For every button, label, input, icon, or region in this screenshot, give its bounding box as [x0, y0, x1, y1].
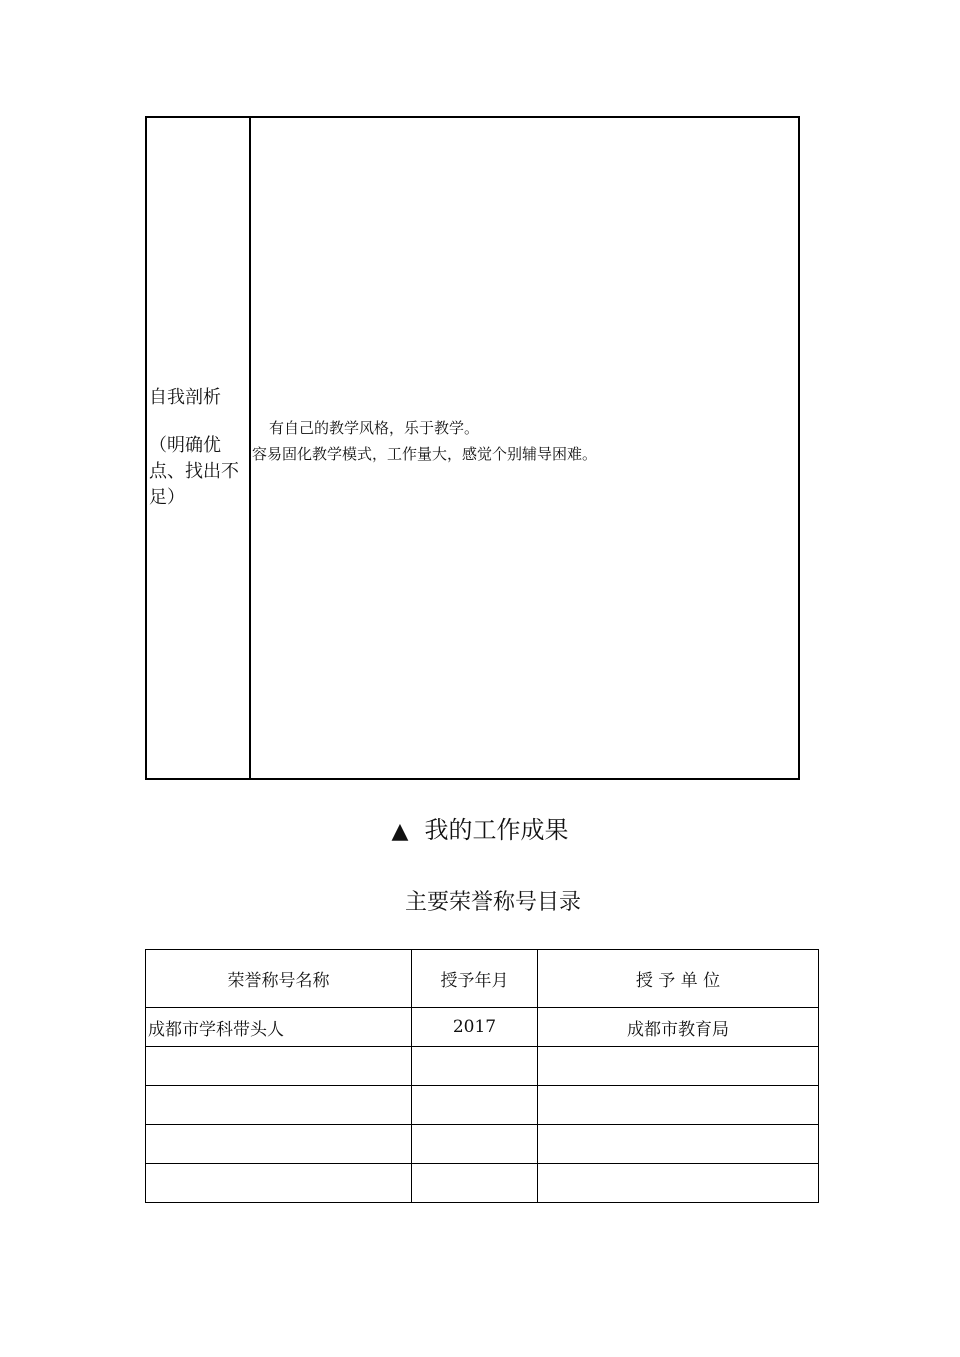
- award-date-cell: [412, 1086, 538, 1125]
- self-analysis-content-cell: [251, 118, 798, 778]
- award-date-cell: [412, 1047, 538, 1086]
- award-unit-cell: [538, 1047, 819, 1086]
- table-row: [146, 1164, 819, 1203]
- self-analysis-box: [145, 116, 800, 780]
- award-unit-cell: [538, 1086, 819, 1125]
- honor-name-cell: 成都市学科带头人: [146, 1008, 412, 1047]
- honors-table: [145, 949, 819, 1203]
- self-analysis-label: 自我剖析: [149, 387, 221, 408]
- award-unit-cell: [538, 1164, 819, 1203]
- award-unit-cell: [538, 1125, 819, 1164]
- award-date-cell: 2017: [412, 1008, 538, 1047]
- table-row: [146, 1125, 819, 1164]
- honors-title: 主要荣誉称号目录: [404, 890, 581, 915]
- honor-name-cell: [146, 1164, 412, 1203]
- honors-header-row: [146, 950, 819, 1008]
- award-unit-cell: 成都市教育局: [538, 1008, 819, 1047]
- award-date-cell: [412, 1164, 538, 1203]
- honor-name-cell: [146, 1047, 412, 1086]
- self-analysis-weakness: 容易固化教学模式，工作量大，感觉个别辅导困难。: [252, 445, 598, 463]
- self-analysis-strength: 有自己的教学风格，乐于教学。: [269, 419, 480, 437]
- self-analysis-label-cell: [147, 118, 251, 778]
- triangle-icon: ▲: [391, 819, 409, 844]
- table-row: [146, 1008, 819, 1047]
- honor-name-cell: [146, 1086, 412, 1125]
- table-row: [146, 1086, 819, 1125]
- award-date-cell: [412, 1125, 538, 1164]
- section-heading: [0, 810, 960, 845]
- table-row: [146, 1047, 819, 1086]
- self-analysis-sublabel: （明确优 点、找出不 足）: [149, 435, 239, 508]
- header-honor-name: 荣誉称号名称: [146, 950, 412, 1008]
- section-heading-text: 我的工作成果: [424, 816, 569, 844]
- honor-name-cell: [146, 1125, 412, 1164]
- header-award-unit: 授 予 单 位: [538, 950, 819, 1008]
- header-award-date: 授予年月: [412, 950, 538, 1008]
